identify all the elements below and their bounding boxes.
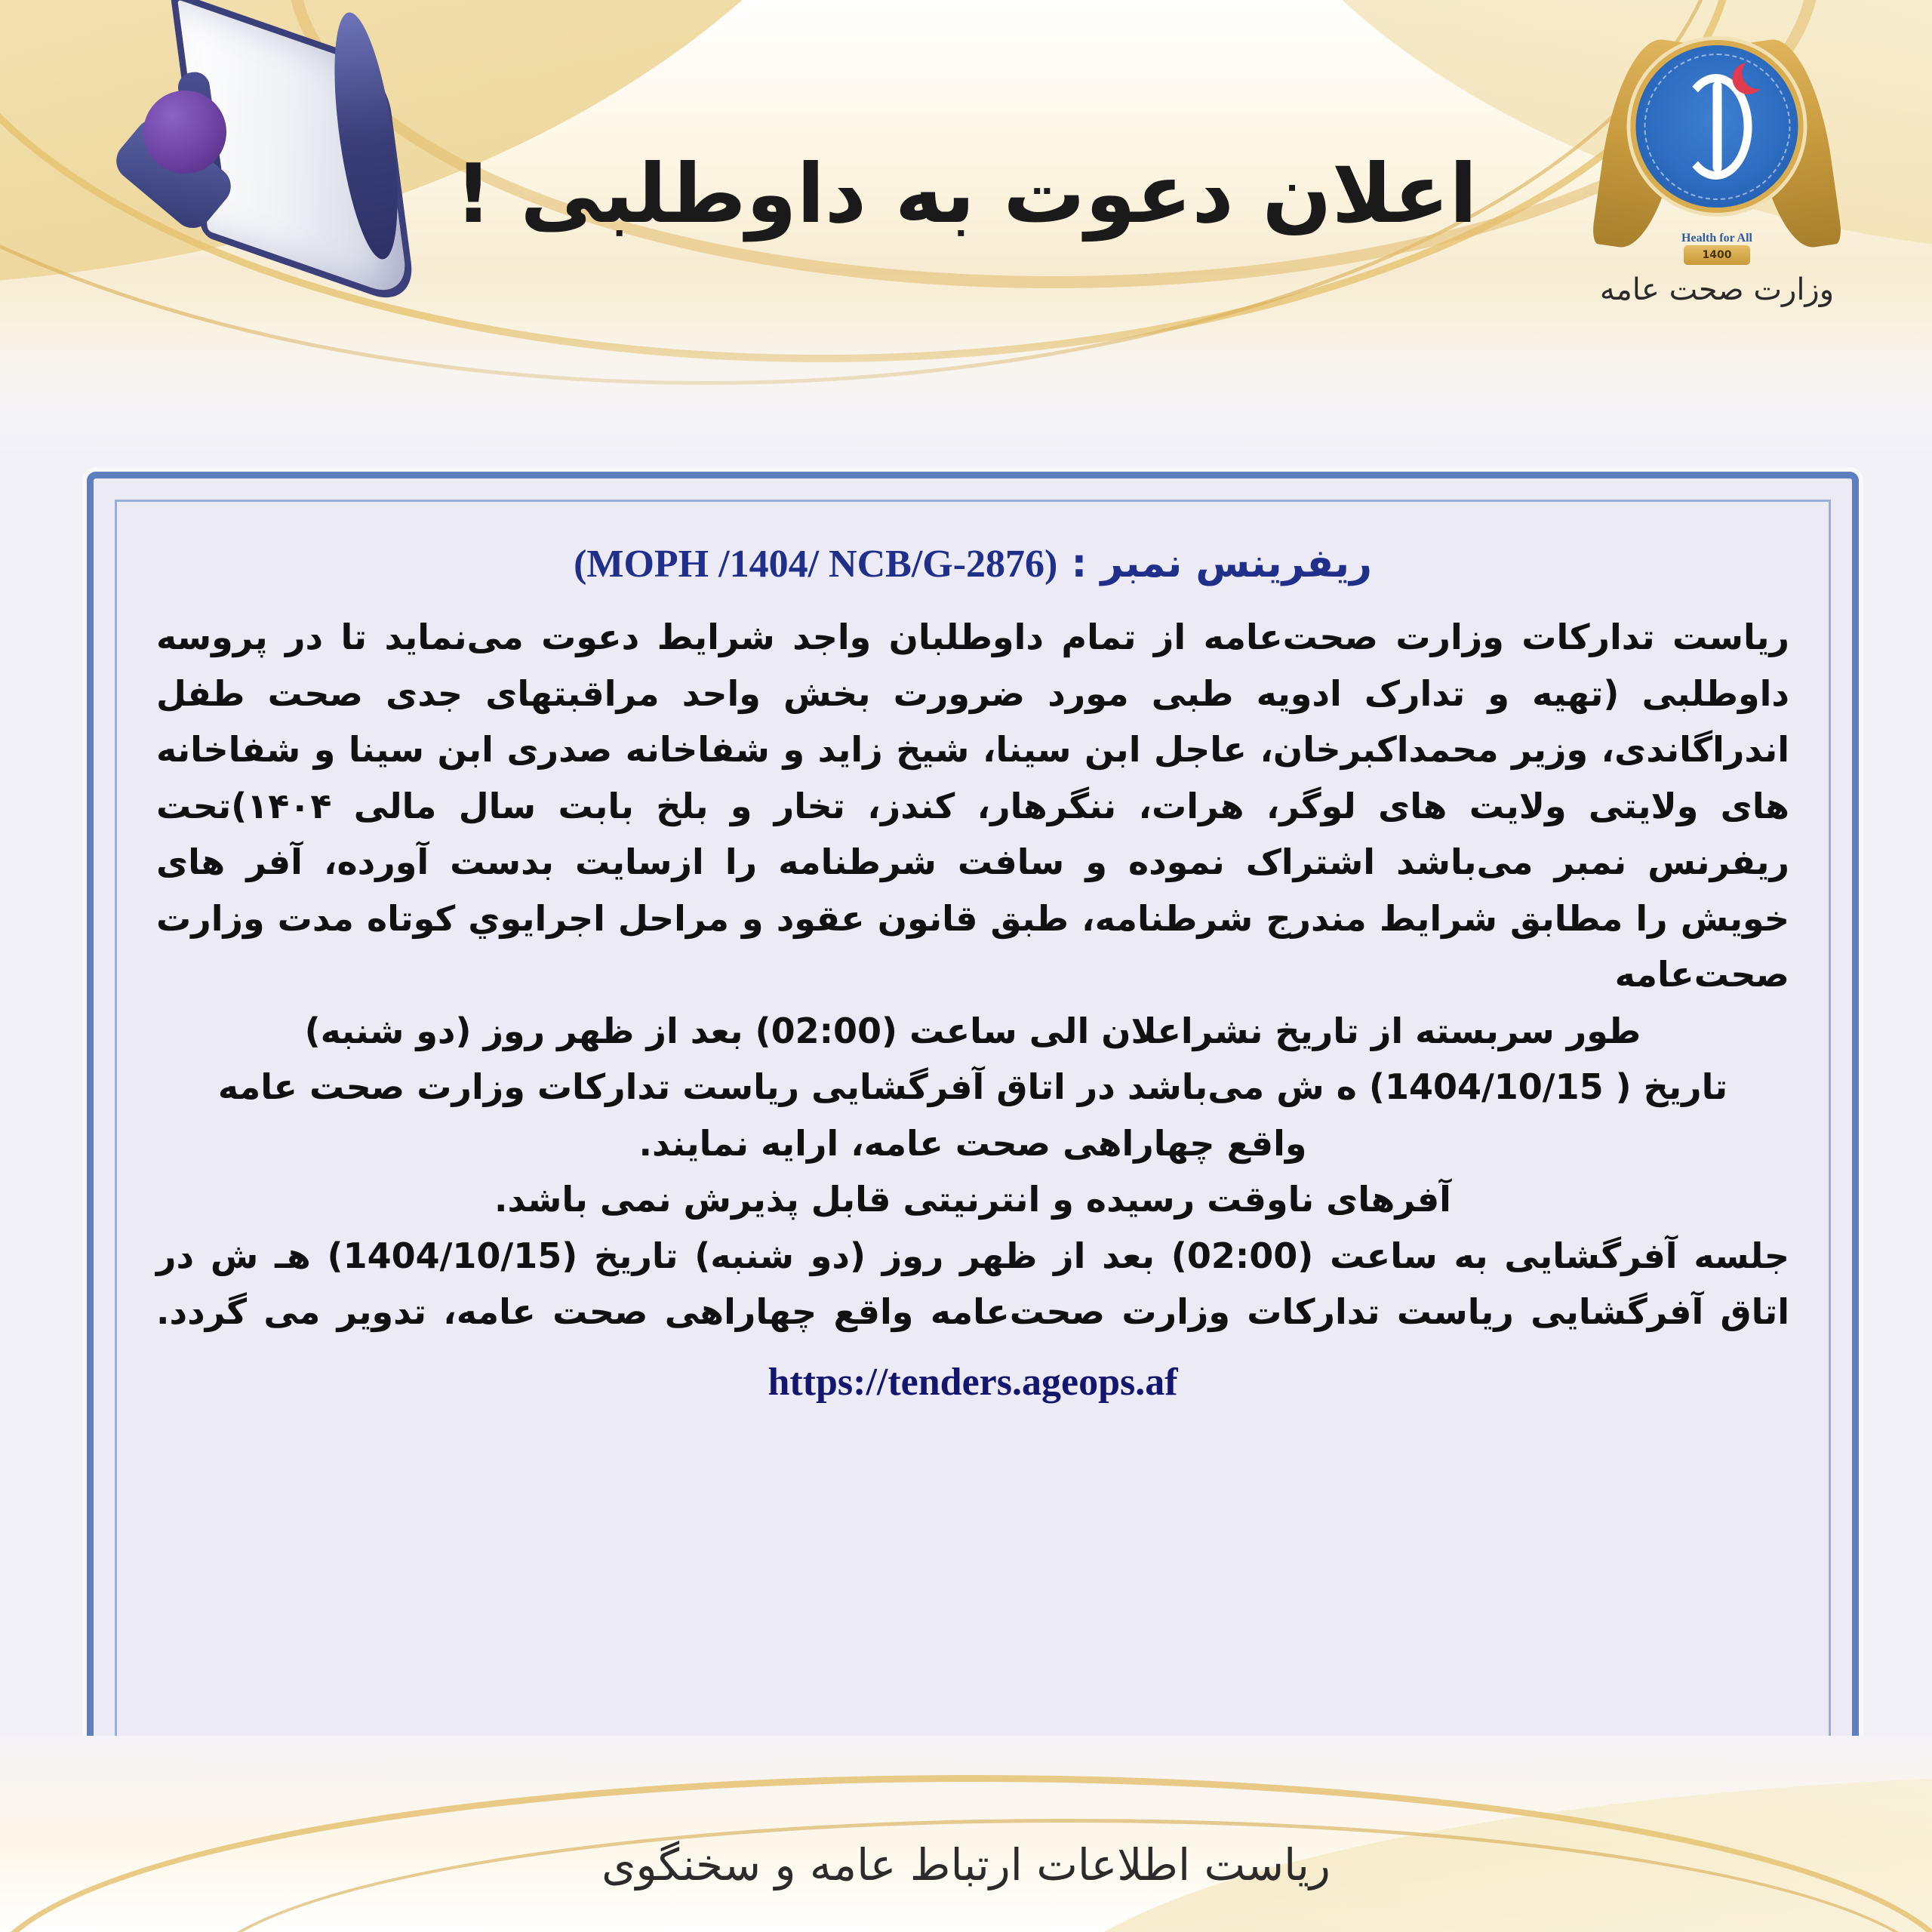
late-offers-note: آفرهای ناوقت رسیده و انترنیتی قابل پذیرش نمی باشد. [494, 1179, 1451, 1220]
deadline-line-3: واقع چهاراهی صحت عامه، ارایه نمایند. [638, 1122, 1307, 1164]
deadline-line-2: تاریخ ( 1404/10/15) ه ش می‌باشد در اتاق آفرگشایی ریاست تدارکات وزارت صحت عامه [217, 1066, 1728, 1108]
seal-year: 1400 [1684, 245, 1750, 265]
announcement-card-inner [115, 500, 1831, 1752]
emblem-calligraphy: وزارت صحت عامه [1599, 272, 1835, 307]
reference-code: (MOPH /1404/ NCB/G-2876) [574, 543, 1058, 586]
announcement-body-paragraph: ریاست تدارکات وزارت صحت‌عامه از تمام داوطلبان واجد شرایط دعوت می‌نماید تا در پروسه داوطلبی (تهیه و تدارک ادویه طبی مورد ضرورت بخش واحد مراقبتهای جدی صحت طفل اندراگاندی، وزیر محمداکبرخان، عاجل ابن سینا، شیخ زاید و شفاخانه صدری ابن سینا و شفاخانه های ولایتی ولایت های لوگر، هرات، ننگرهار، کندز، تخار و بلخ بابت سال مالی ۱۴۰۴)تحت ریفرنس نمبر می‌باشد اشتراک نموده و سافت شرطنامه را ازسایت بدست آورده، آفر های خویش را مطابق شرایط مندرج شرطنامه، طبق قانون عقود و مراحل اجرایوي کوتاه مدت وزارت صحت‌عامه [156, 617, 1789, 995]
reference-label: ریفرینس نمبر : [1071, 541, 1372, 586]
red-crescent-icon [1743, 57, 1774, 89]
reference-line [156, 541, 1789, 586]
tenders-url-link[interactable]: https://tenders.ageops.af [768, 1360, 1178, 1404]
bid-opening-session: جلسه آفرگشایی به ساعت (02:00) بعد از ظهر روز (دو شنبه) تاریخ (1404/10/15) هـ ش در اتاق آفرگشایی ریاست تدارکات وزارت صحت‌عامه واقع چهاراهی صحت عامه، تدویر می گردد. [156, 1235, 1789, 1333]
deadline-line-1: طور سربسته از تاریخ نشراعلان الی ساعت (02:00) بعد از ظهر روز (دو شنبه) [304, 1010, 1641, 1051]
footer-department-name: ریاست اطلاعات ارتباط عامه و سخنگوی [601, 1839, 1331, 1890]
band-fade [0, 317, 1932, 453]
bottom-decorative-band [0, 1736, 1932, 1932]
page-title: اعلان دعوت به داوطلبی ! [454, 147, 1478, 242]
announcement-card [87, 472, 1859, 1780]
seal-motto: Health for All [1681, 231, 1752, 245]
